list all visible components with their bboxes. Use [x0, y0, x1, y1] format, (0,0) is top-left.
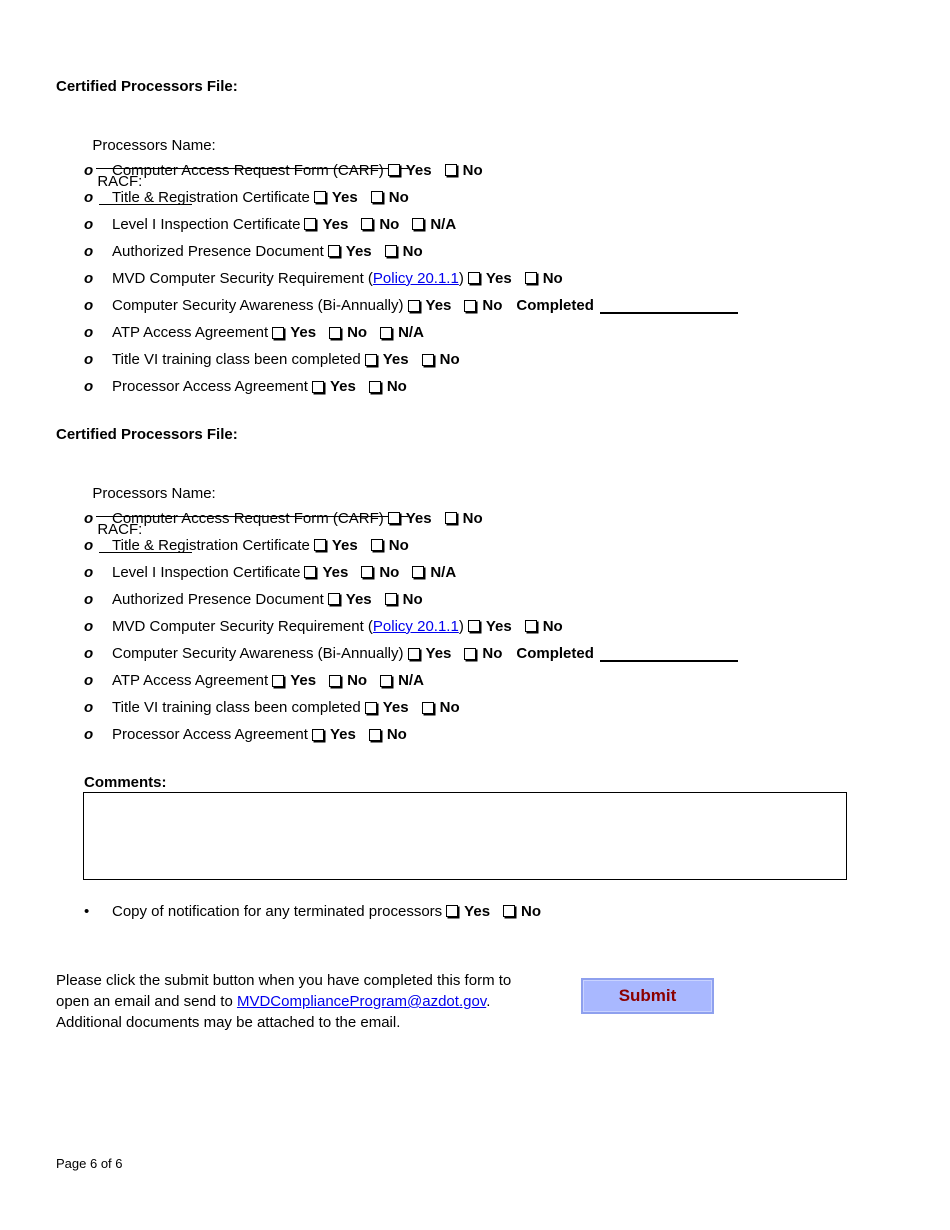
checkbox-icon — [388, 512, 400, 524]
checkbox-icon — [464, 300, 476, 312]
item-label: Computer Access Request Form (CARF) — [112, 509, 384, 527]
option-yes-checkbox[interactable]: Yes — [314, 189, 358, 206]
checklist-item — [84, 561, 456, 583]
item-label: Title VI training class been completed — [112, 699, 361, 717]
checkbox-icon — [361, 566, 373, 578]
bullet-o-icon: o — [84, 590, 94, 608]
checkbox-icon — [422, 354, 434, 366]
option-no-checkbox[interactable]: No — [385, 243, 423, 260]
bullet-o-icon: o — [84, 536, 94, 554]
option-no-checkbox[interactable]: No — [361, 216, 399, 233]
option-yes-checkbox[interactable]: Yes — [365, 351, 409, 368]
item-label-suffix: ) — [458, 617, 464, 635]
checkbox-icon — [304, 218, 316, 230]
option-no-checkbox[interactable]: No — [371, 537, 409, 554]
checklist-item — [84, 534, 409, 556]
checklist-item — [84, 697, 460, 719]
checklist-item — [84, 267, 563, 289]
option-yes-checkbox[interactable]: Yes — [328, 243, 372, 260]
checkbox-icon — [380, 675, 392, 687]
checkbox-icon — [408, 648, 420, 660]
checkbox-icon — [369, 729, 381, 741]
checkbox-icon — [328, 593, 340, 605]
termination-no-checkbox[interactable]: No — [503, 903, 541, 920]
checkbox-icon — [312, 729, 324, 741]
option-na-checkbox[interactable]: N/A — [380, 324, 424, 341]
item-label: Computer Security Awareness (Bi-Annually) — [112, 297, 404, 314]
bullet-o-icon: o — [84, 351, 94, 369]
checkbox-icon — [525, 272, 537, 284]
completed-label: Completed — [516, 297, 594, 314]
checklist-item — [84, 724, 407, 746]
bullet-o-icon: o — [84, 269, 94, 287]
checkbox-icon — [371, 539, 383, 551]
checklist-item — [84, 507, 483, 529]
option-yes-checkbox[interactable]: Yes — [272, 672, 316, 689]
item-label: Processor Access Agreement — [112, 726, 308, 744]
option-yes-checkbox[interactable]: Yes — [468, 618, 512, 635]
checkbox-icon — [312, 381, 324, 393]
item-label: Level I Inspection Certificate — [112, 215, 301, 233]
option-no-checkbox[interactable]: No — [525, 270, 563, 287]
email-link[interactable]: MVDComplianceProgram@azdot.gov — [236, 993, 487, 1010]
option-no-checkbox[interactable]: No — [371, 189, 409, 206]
checkbox-icon — [412, 218, 424, 230]
policy-link[interactable]: Policy 20.1.1 — [372, 617, 459, 635]
option-no-checkbox[interactable]: No — [464, 645, 502, 662]
bullet-o-icon: o — [84, 617, 94, 635]
bullet-o-icon: o — [84, 699, 94, 717]
option-no-checkbox[interactable]: No — [369, 726, 407, 743]
checklist-item — [84, 159, 483, 181]
checkbox-icon — [385, 593, 397, 605]
item-label: Authorized Presence Document — [112, 590, 324, 608]
checklist-item — [84, 588, 423, 610]
checkbox-icon — [272, 327, 284, 339]
checkbox-icon — [304, 566, 316, 578]
item-label: Processor Access Agreement — [112, 378, 308, 396]
checklist-item — [84, 213, 456, 235]
checklist-item — [84, 322, 424, 344]
checkbox-icon — [412, 566, 424, 578]
option-no-checkbox[interactable]: No — [329, 324, 367, 341]
checkbox-icon — [446, 905, 458, 917]
bullet-o-icon: o — [84, 563, 94, 581]
processor-name-label: Processors Name: — [92, 485, 216, 502]
termination-yes-checkbox[interactable]: Yes — [446, 903, 490, 920]
item-label: Computer Access Request Form (CARF) — [112, 161, 384, 179]
checklist-item — [84, 615, 563, 637]
checkbox-icon — [503, 905, 515, 917]
termination-text: Copy of notification for any terminated processors — [112, 902, 443, 920]
option-yes-checkbox[interactable]: Yes — [304, 216, 348, 233]
option-no-checkbox[interactable]: No — [445, 162, 483, 179]
option-yes-checkbox[interactable]: Yes — [408, 645, 452, 662]
option-yes-checkbox[interactable]: Yes — [388, 162, 432, 179]
policy-link[interactable]: Policy 20.1.1 — [372, 269, 459, 287]
checkbox-icon — [329, 327, 341, 339]
item-label: ATP Access Agreement — [112, 672, 269, 690]
checkbox-icon — [525, 620, 537, 632]
option-na-checkbox[interactable]: N/A — [412, 564, 456, 581]
option-no-checkbox[interactable]: No — [464, 297, 502, 314]
item-label: Title & Registration Certificate — [112, 536, 310, 554]
item-label: ATP Access Agreement — [112, 324, 269, 342]
checklist-item — [84, 240, 423, 262]
option-no-checkbox[interactable]: No — [422, 351, 460, 368]
checkbox-icon — [365, 702, 377, 714]
bullet-o-icon: o — [84, 297, 94, 314]
checkbox-icon — [385, 245, 397, 257]
bullet-o-icon: o — [84, 215, 94, 233]
checkbox-icon — [468, 620, 480, 632]
bullet-o-icon: o — [84, 161, 94, 179]
option-no-checkbox[interactable]: No — [445, 510, 483, 527]
option-yes-checkbox[interactable]: Yes — [468, 270, 512, 287]
section1-heading: Certified Processors File: — [56, 78, 238, 95]
bullet-o-icon: o — [84, 324, 94, 342]
option-no-checkbox[interactable]: No — [361, 564, 399, 581]
option-yes-checkbox[interactable]: Yes — [408, 297, 452, 314]
checklist-item — [84, 670, 424, 692]
completed-date-field[interactable] — [600, 646, 738, 662]
bullet-o-icon: o — [84, 672, 94, 690]
checkbox-icon — [445, 512, 457, 524]
option-no-checkbox[interactable]: No — [329, 672, 367, 689]
completed-date-field[interactable] — [600, 298, 738, 314]
checkbox-icon — [369, 381, 381, 393]
checklist-item — [84, 295, 738, 317]
checkbox-icon — [328, 245, 340, 257]
bullet-o-icon: o — [84, 188, 94, 206]
option-no-checkbox[interactable]: No — [422, 699, 460, 716]
option-no-checkbox[interactable]: No — [385, 591, 423, 608]
checklist-item — [84, 376, 407, 398]
option-no-checkbox[interactable]: No — [525, 618, 563, 635]
item-label: Authorized Presence Document — [112, 242, 324, 260]
option-yes-checkbox[interactable]: Yes — [272, 324, 316, 341]
item-label-suffix: ) — [458, 269, 464, 287]
checkbox-icon — [388, 164, 400, 176]
page-number: Page 6 of 6 — [56, 1156, 123, 1171]
option-yes-checkbox[interactable]: Yes — [312, 726, 356, 743]
item-label: Level I Inspection Certificate — [112, 563, 301, 581]
bullet-o-icon: o — [84, 242, 94, 260]
item-label: Title VI training class been completed — [112, 351, 361, 369]
option-yes-checkbox[interactable]: Yes — [304, 564, 348, 581]
checklist-item — [84, 186, 409, 208]
checkbox-icon — [272, 675, 284, 687]
section2-heading: Certified Processors File: — [56, 426, 238, 443]
comments-label: Comments: — [84, 774, 167, 791]
checkbox-icon — [329, 675, 341, 687]
checkbox-icon — [468, 272, 480, 284]
option-na-checkbox[interactable]: N/A — [412, 216, 456, 233]
checkbox-icon — [445, 164, 457, 176]
option-na-checkbox[interactable]: N/A — [380, 672, 424, 689]
checkbox-icon — [361, 218, 373, 230]
processor-name-label: Processors Name: — [92, 137, 216, 154]
option-yes-checkbox[interactable]: Yes — [388, 510, 432, 527]
item-label: MVD Computer Security Requirement ( — [112, 617, 373, 635]
checkbox-icon — [380, 327, 392, 339]
checkbox-icon — [314, 191, 326, 203]
option-yes-checkbox[interactable]: Yes — [312, 378, 356, 395]
submit-button[interactable]: Submit — [581, 978, 714, 1014]
racf-label: RACF: — [97, 521, 143, 538]
option-no-checkbox[interactable]: No — [369, 378, 407, 395]
completed-label: Completed — [516, 645, 594, 662]
bullet-o-icon: o — [84, 645, 94, 662]
option-yes-checkbox[interactable]: Yes — [365, 699, 409, 716]
option-yes-checkbox[interactable]: Yes — [328, 591, 372, 608]
bullet-o-icon: o — [84, 726, 94, 744]
racf-label: RACF: — [97, 173, 143, 190]
item-label: Title & Registration Certificate — [112, 188, 310, 206]
item-label: MVD Computer Security Requirement ( — [112, 269, 373, 287]
comments-textarea[interactable] — [83, 792, 847, 880]
option-yes-checkbox[interactable]: Yes — [314, 537, 358, 554]
termination-item — [84, 900, 541, 922]
checkbox-icon — [314, 539, 326, 551]
checkbox-icon — [408, 300, 420, 312]
checkbox-icon — [365, 354, 377, 366]
bullet-dot-icon: • — [84, 902, 90, 920]
item-label: Computer Security Awareness (Bi-Annually) — [112, 645, 404, 662]
checklist-item — [84, 349, 460, 371]
bullet-o-icon: o — [84, 378, 94, 396]
checklist-item — [84, 643, 738, 665]
checkbox-icon — [464, 648, 476, 660]
submit-instructions: Please click the submit button when you have completed this form to open an email and send to MVDComplianceProgram@azdot.gov. Additional documents may be attached to the email. — [56, 972, 512, 1031]
checkbox-icon — [422, 702, 434, 714]
checkbox-icon — [371, 191, 383, 203]
bullet-o-icon: o — [84, 509, 94, 527]
